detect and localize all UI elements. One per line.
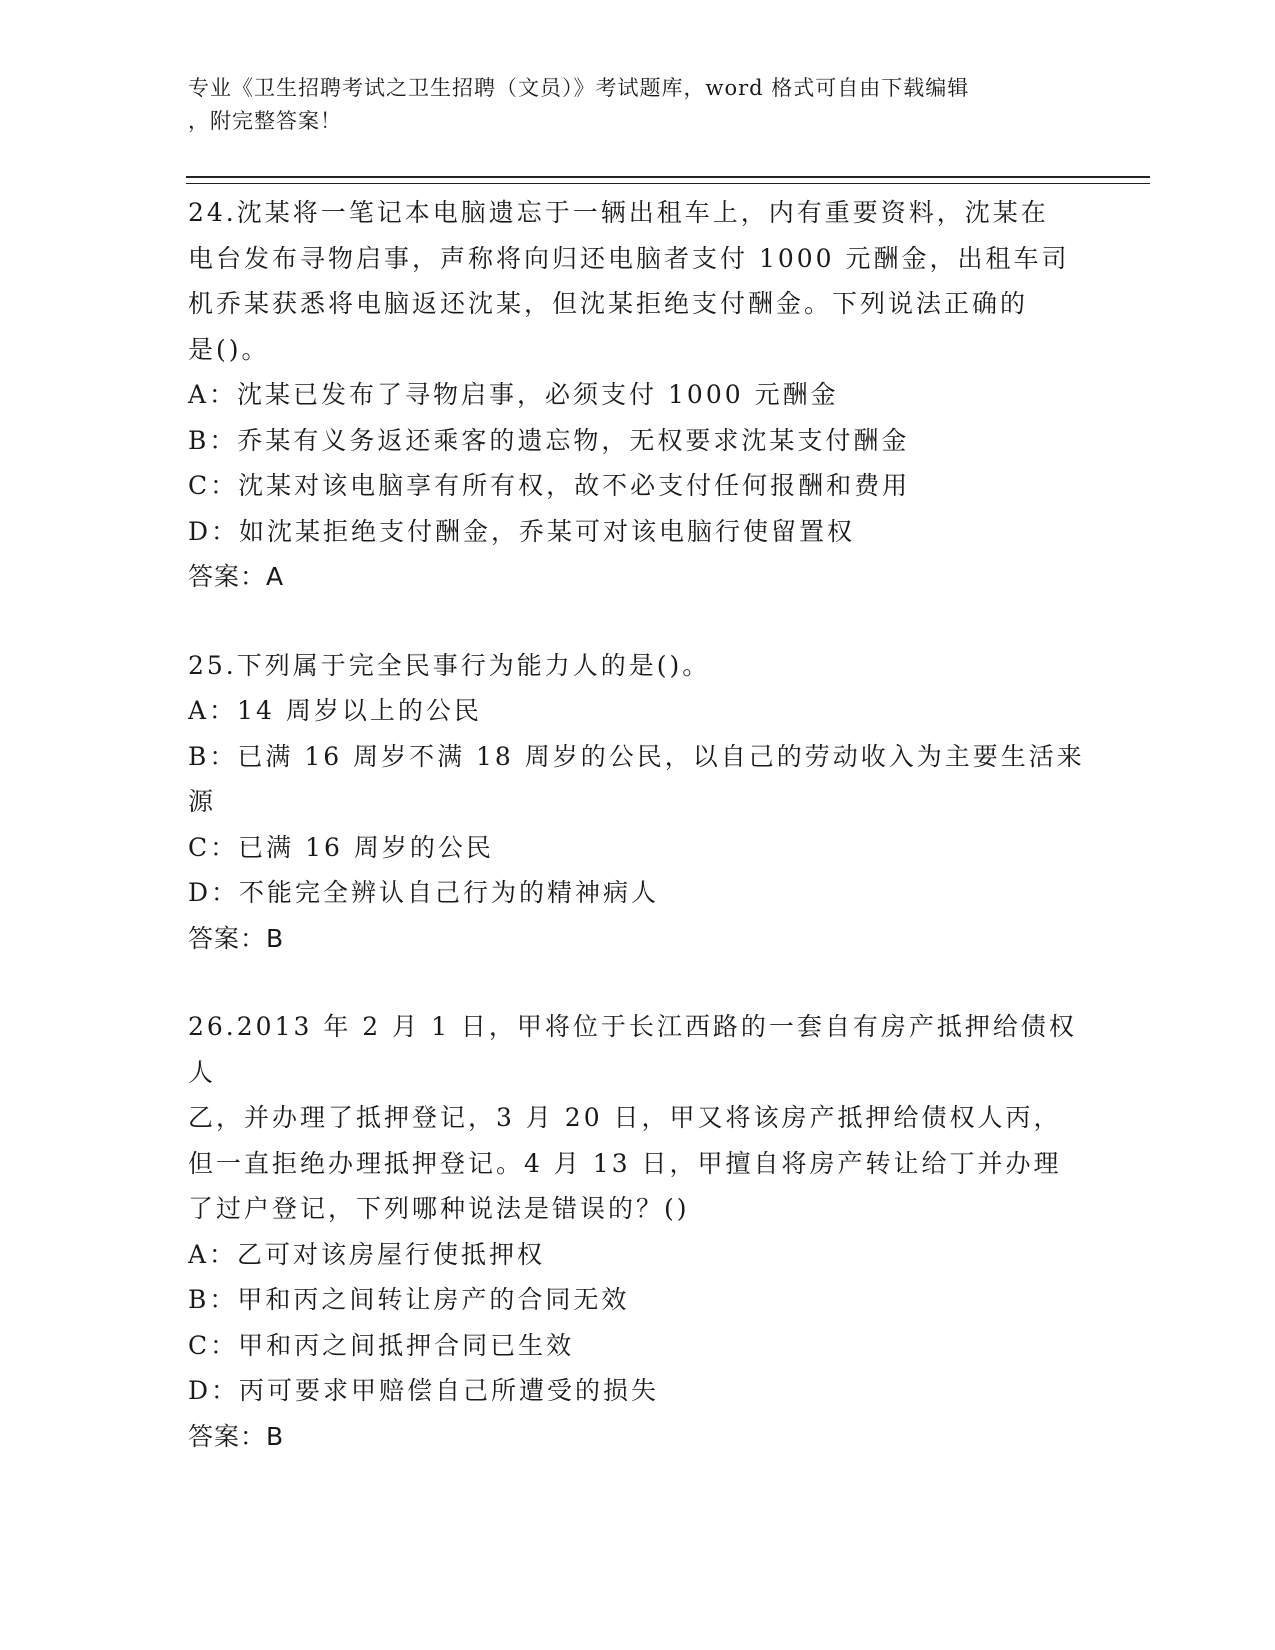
question-25 (188, 643, 1088, 962)
question-stem-line: 但一直拒绝办理抵押登记。4 月 13 日，甲擅自将房产转让给丁并办理 (188, 1148, 1062, 1178)
option-c: C：已满 16 周岁的公民 (188, 832, 494, 862)
question-list (188, 190, 1088, 1502)
header-divider-thin (186, 183, 1150, 184)
option-c: C：沈某对该电脑享有所有权，故不必支付任何报酬和费用 (188, 471, 911, 500)
option-c: C：甲和丙之间抵押合同已生效 (188, 1330, 575, 1360)
answer-label: 答案：B (188, 923, 285, 953)
question-stem-line: 电台发布寻物启事，声称将向归还电脑者支付 1000 元酬金，出租车司 (188, 243, 1070, 273)
question-stem-line: 24.沈某将一笔记本电脑遗忘于一辆出租车上，内有重要资料，沈某在 (188, 198, 1049, 227)
question-stem-line: 25.下列属于完全民事行为能力人的是()。 (188, 650, 711, 680)
option-d: D：丙可要求甲赔偿自己所遭受的损失 (188, 1376, 660, 1405)
header-divider-thick (186, 176, 1150, 178)
option-b-continued: 源 (188, 787, 217, 816)
option-b: B：甲和丙之间转让房产的合同无效 (188, 1285, 630, 1314)
question-stem-line: 26.2013 年 2 月 1 日，甲将位于长江西路的一套自有房产抵押给债权人 (188, 1012, 1077, 1087)
header-line-1: 专业《卫生招聘考试之卫生招聘（文员）》考试题库，word 格式可自由下载编辑 (188, 76, 970, 100)
option-b: B：已满 16 周岁不满 18 周岁的公民，以自己的劳动收入为主要生活来 (188, 741, 1085, 771)
question-stem-line: 乙，并办理了抵押登记，3 月 20 日，甲又将该房产抵押给债权人丙， (188, 1103, 1062, 1132)
question-stem-line: 是()。 (188, 334, 270, 364)
header-line-2: ，附完整答案！ (188, 109, 342, 133)
option-d: D：不能完全辨认自己行为的精神病人 (188, 878, 660, 907)
option-d: D：如沈某拒绝支付酬金，乔某可对该电脑行使留置权 (188, 516, 856, 546)
option-a: A：沈某已发布了寻物启事，必须支付 1000 元酬金 (188, 380, 839, 409)
question-stem-line: 了过户登记，下列哪种说法是错误的？() (188, 1194, 690, 1223)
question-26 (188, 1004, 1088, 1459)
answer-label: 答案：A (188, 562, 285, 591)
question-stem-line: 机乔某获悉将电脑返还沈某，但沈某拒绝支付酬金。下列说法正确的 (188, 289, 1029, 318)
option-a: A：乙可对该房屋行使抵押权 (188, 1239, 546, 1269)
document-header (188, 72, 1088, 138)
question-24 (188, 190, 1088, 600)
answer-label: 答案：B (188, 1421, 285, 1451)
option-a: A：14 周岁以上的公民 (188, 696, 482, 725)
option-b: B：乔某有义务返还乘客的遗忘物，无权要求沈某支付酬金 (188, 425, 910, 455)
